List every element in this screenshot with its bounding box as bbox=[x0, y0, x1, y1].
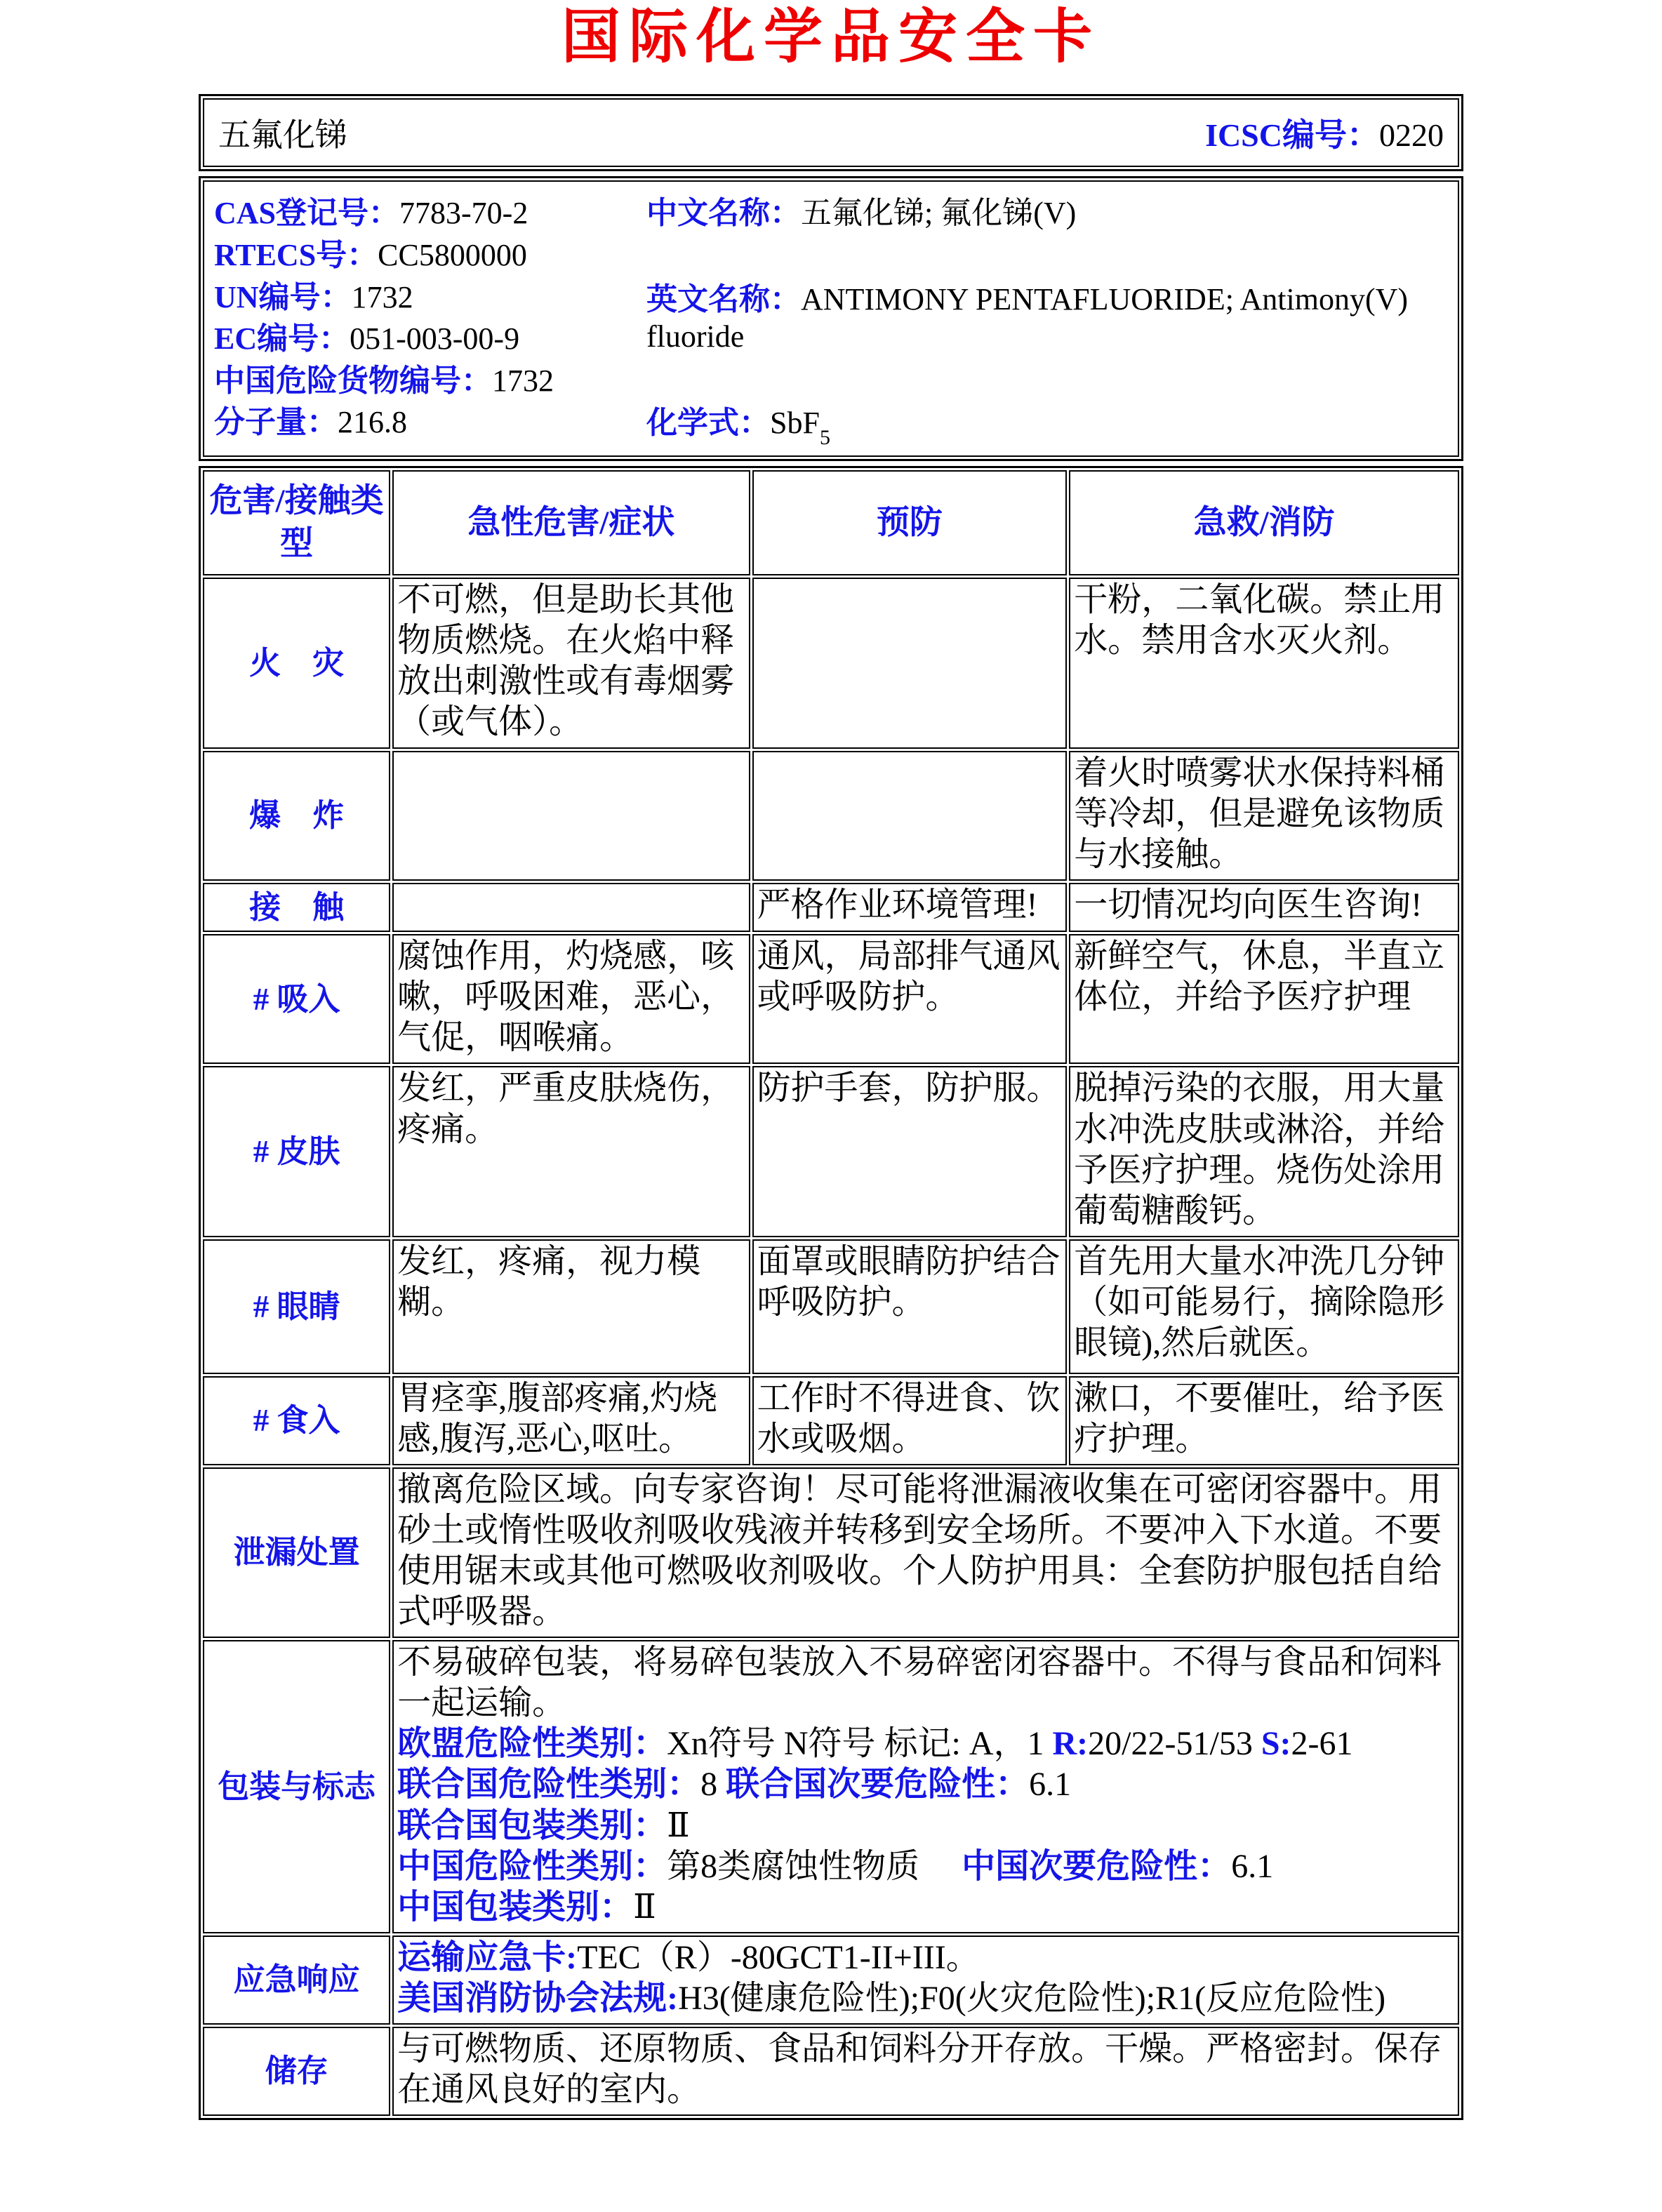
inline-field-text: H3(健康危险性);F0(火灾危险性);R1(反应危险性) bbox=[678, 1979, 1386, 2017]
id-right-column bbox=[646, 194, 1449, 449]
inline-field-label: 欧盟危险性类别： bbox=[397, 1725, 667, 1763]
symptoms-cell: 腐蚀作用，灼烧感，咳嗽，呼吸困难，恶心，气促，咽喉痛。 bbox=[392, 934, 750, 1064]
section-paragraph bbox=[397, 1938, 1455, 1978]
inline-field-text: 6.1 bbox=[1029, 1766, 1072, 1804]
prevention-cell: 严格作业环境管理! bbox=[752, 883, 1068, 933]
section-row bbox=[203, 2027, 1459, 2116]
inline-field-text: 6.1 bbox=[1231, 1847, 1274, 1885]
name-header-cell bbox=[203, 98, 1459, 167]
id-field-value: SbF bbox=[770, 405, 820, 440]
inline-field-label: 运输应急卡: bbox=[397, 1938, 578, 1976]
section-paragraph bbox=[397, 1642, 1455, 1724]
hazard-row bbox=[203, 934, 1459, 1064]
col-header-hazard-type: 危害/接触类型 bbox=[203, 470, 390, 575]
inline-field-label: 中国包装类别： bbox=[397, 1888, 634, 1926]
inline-field-label: 中国危险性类别： bbox=[397, 1847, 667, 1885]
id-field-row bbox=[214, 320, 646, 358]
hazard-table-header-row bbox=[203, 470, 1459, 575]
section-label-cell: 泄漏处置 bbox=[203, 1467, 390, 1638]
symptoms-cell: 胃痉挛,腹部疼痛,灼烧感,腹泻,恶心,呕吐。 bbox=[392, 1376, 750, 1465]
formula-subscript: 5 bbox=[819, 425, 830, 449]
section-content-cell bbox=[392, 1936, 1459, 2025]
id-field-label: 中国危险货物编号： bbox=[214, 363, 492, 398]
section-paragraph bbox=[397, 2029, 1455, 2110]
id-field-value: 7783-70-2 bbox=[399, 196, 528, 231]
col-header-first-aid: 急救/消防 bbox=[1069, 470, 1459, 575]
id-field-row bbox=[214, 362, 646, 400]
hazard-row bbox=[203, 1376, 1459, 1465]
hazard-row bbox=[203, 1066, 1459, 1237]
id-field-label: RTECS号： bbox=[214, 237, 378, 272]
prevention-cell bbox=[752, 578, 1068, 748]
icsc-number-group bbox=[1205, 109, 1444, 156]
prevention-cell: 通风，局部排气通风或呼吸防护。 bbox=[752, 934, 1068, 1064]
id-field-value: CC5800000 bbox=[378, 237, 527, 272]
inline-field-text: 8 bbox=[700, 1766, 726, 1804]
identification-row bbox=[203, 180, 1459, 457]
section-content-cell bbox=[392, 2027, 1459, 2116]
identification-table bbox=[199, 176, 1463, 461]
id-field-value: ANTIMONY PENTAFLUORIDE; Antimony(V) fluoride bbox=[646, 281, 1409, 354]
symptoms-cell bbox=[392, 751, 750, 881]
symptoms-cell: 发红，疼痛，视力模糊。 bbox=[392, 1239, 750, 1374]
first-aid-cell: 干粉，二氧化碳。禁止用水。禁用含水灭火剂。 bbox=[1069, 578, 1459, 748]
inline-field-text: Ⅱ bbox=[633, 1888, 656, 1926]
inline-field-label: 中国次要危险性： bbox=[962, 1847, 1232, 1885]
prevention-cell bbox=[752, 751, 1068, 881]
inline-field-label: S: bbox=[1261, 1725, 1291, 1763]
prevention-cell: 防护手套，防护服。 bbox=[752, 1066, 1068, 1237]
inline-field-text: 第8类腐蚀性物质 bbox=[667, 1847, 962, 1885]
id-field-row bbox=[214, 404, 646, 441]
hazard-type-cell: 接 触 bbox=[203, 883, 390, 933]
inline-field-text: 撤离危险区域。向专家咨询！尽可能将泄漏液收集在可密闭容器中。用砂土或惰性吸收剂吸收残液并转移到安全场所。不要冲入下水道。不要使用锯末或其他可燃吸收剂吸收。个人防护用具：全套防护服包括自给式呼吸器。 bbox=[397, 1470, 1442, 1631]
hazard-table bbox=[199, 466, 1463, 2120]
page-title: 国际化学品安全卡 bbox=[561, 5, 1101, 70]
inline-field-text: 不易破碎包装，将易碎包装放入不易碎密闭容器中。不得与食品和饲料一起运输。 bbox=[397, 1644, 1442, 1722]
hazard-type-cell: # 食入 bbox=[203, 1376, 390, 1465]
prevention-cell: 工作时不得进食、饮水或吸烟。 bbox=[752, 1376, 1068, 1465]
symptoms-cell: 发红，严重皮肤烧伤，疼痛。 bbox=[392, 1066, 750, 1237]
hazard-row bbox=[203, 1239, 1459, 1374]
id-field-label: CAS登记号： bbox=[214, 196, 400, 231]
section-content-cell bbox=[392, 1640, 1459, 1933]
symptoms-cell: 不可燃，但是助长其他物质燃烧。在火焰中释放出刺激性或有毒烟雾（或气体）。 bbox=[392, 578, 750, 748]
col-header-prevention: 预防 bbox=[752, 470, 1068, 575]
id-field-row bbox=[214, 279, 646, 317]
hazard-row bbox=[203, 883, 1459, 933]
id-field-value: 1732 bbox=[351, 279, 413, 314]
hazard-type-cell: # 皮肤 bbox=[203, 1066, 390, 1237]
id-field-label: 化学式： bbox=[646, 405, 770, 440]
section-paragraph bbox=[397, 1470, 1455, 1632]
section-paragraph bbox=[397, 1846, 1455, 1887]
first-aid-cell: 一切情况均向医生咨询! bbox=[1069, 883, 1459, 933]
first-aid-cell: 漱口，不要催吐，给予医疗护理。 bbox=[1069, 1376, 1459, 1465]
id-field-value: 五氟化锑; 氟化锑(V) bbox=[801, 196, 1077, 231]
id-field-label: 分子量： bbox=[214, 405, 338, 440]
inline-field-text: 20/22-51/53 bbox=[1088, 1725, 1261, 1763]
id-field-value: 216.8 bbox=[338, 405, 407, 440]
identification-grid bbox=[214, 194, 1449, 449]
first-aid-cell: 着火时喷雾状水保持料桶等冷却，但是避免该物质与水接触。 bbox=[1069, 751, 1459, 881]
icsc-card-page bbox=[199, 0, 1463, 2120]
hazard-type-cell: # 眼睛 bbox=[203, 1239, 390, 1374]
symptoms-cell bbox=[392, 883, 750, 933]
id-field-row bbox=[214, 194, 646, 232]
section-label-cell: 储存 bbox=[203, 2027, 390, 2116]
inline-field-label: R: bbox=[1052, 1725, 1089, 1763]
id-field-row bbox=[646, 404, 1449, 449]
section-label-cell: 包装与标志 bbox=[203, 1640, 390, 1933]
section-paragraph bbox=[397, 1764, 1455, 1805]
section-paragraph bbox=[397, 1806, 1455, 1846]
first-aid-cell: 首先用大量水冲洗几分钟（如可能易行，摘除隐形眼镜),然后就医。 bbox=[1069, 1239, 1459, 1374]
id-field-row bbox=[214, 236, 646, 274]
inline-field-label: 美国消防协会法规: bbox=[397, 1979, 679, 2017]
name-header-row bbox=[203, 98, 1459, 167]
inline-field-text: 与可燃物质、还原物质、食品和饲料分开存放。干燥。严格密封。保存在通风良好的室内。 bbox=[397, 2030, 1442, 2109]
id-field-value: 051-003-00-9 bbox=[350, 321, 520, 357]
icsc-number-label: ICSC编号： bbox=[1205, 117, 1379, 154]
id-field-label: EC编号： bbox=[214, 321, 350, 357]
id-field-row bbox=[646, 281, 1449, 356]
id-field-row bbox=[646, 194, 1449, 232]
section-paragraph bbox=[397, 1724, 1455, 1764]
hazard-row bbox=[203, 578, 1459, 748]
first-aid-cell: 新鲜空气，休息，半直立体位，并给予医疗护理 bbox=[1069, 934, 1459, 1064]
section-paragraph bbox=[397, 1887, 1455, 1928]
hazard-type-cell: 火 灾 bbox=[203, 578, 390, 748]
id-left-column bbox=[214, 194, 646, 441]
col-header-symptoms: 急性危害/症状 bbox=[392, 470, 750, 575]
prevention-cell: 面罩或眼睛防护结合呼吸防护。 bbox=[752, 1239, 1068, 1374]
inline-field-label: 联合国包装类别： bbox=[397, 1806, 667, 1844]
section-row bbox=[203, 1467, 1459, 1638]
inline-field-text: Ⅱ bbox=[667, 1806, 690, 1844]
inline-field-label: 联合国危险性类别： bbox=[397, 1766, 701, 1804]
inline-field-label: 联合国次要危险性： bbox=[726, 1766, 1030, 1804]
section-paragraph bbox=[397, 1978, 1455, 2019]
identification-cell bbox=[203, 180, 1459, 457]
id-field-label: 中文名称： bbox=[646, 196, 801, 231]
id-field-label: 英文名称： bbox=[646, 281, 801, 317]
chemical-name: 五氟化锑 bbox=[218, 117, 347, 154]
section-content-cell bbox=[392, 1467, 1459, 1638]
first-aid-cell: 脱掉污染的衣服，用大量水冲洗皮肤或淋浴，并给予医疗护理。烧伤处涂用葡萄糖酸钙。 bbox=[1069, 1066, 1459, 1237]
inline-field-text: Xn符号 N符号 标记: A，1 bbox=[667, 1725, 1053, 1763]
section-label-cell: 应急响应 bbox=[203, 1936, 390, 2025]
id-field-value: 1732 bbox=[492, 363, 554, 398]
hazard-type-cell: # 吸入 bbox=[203, 934, 390, 1064]
id-field-label: UN编号： bbox=[214, 279, 352, 314]
icsc-number-value: 0220 bbox=[1379, 117, 1444, 154]
name-header-table bbox=[199, 94, 1463, 171]
section-row bbox=[203, 1640, 1459, 1933]
hazard-type-cell: 爆 炸 bbox=[203, 751, 390, 881]
inline-field-text: TEC（R）-80GCT1-II+III。 bbox=[577, 1938, 980, 1976]
hazard-row bbox=[203, 751, 1459, 881]
section-row bbox=[203, 1936, 1459, 2025]
inline-field-text: 2-61 bbox=[1291, 1725, 1353, 1763]
